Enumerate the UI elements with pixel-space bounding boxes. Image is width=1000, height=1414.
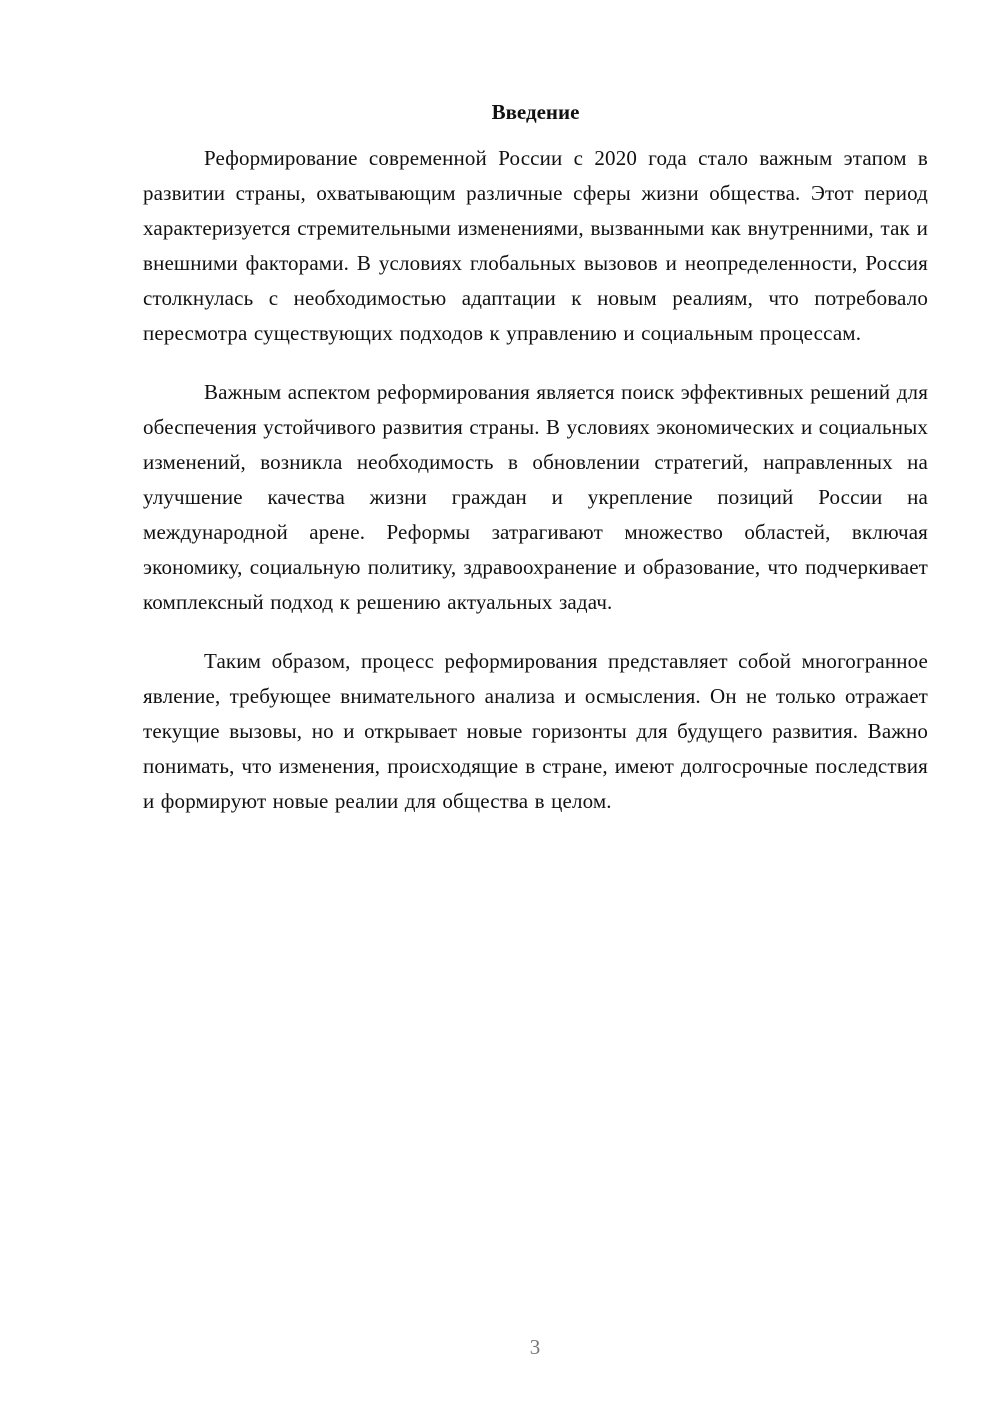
- paragraph-1: Реформирование современной России с 2020 года стало важным этапом в развитии страны, охватывающим различные сферы жизни общества. Этот период характеризуется стремительными изменениями, вызванными как внутренними, так и внешними факторами. В условиях глобальных вызовов и неопределенности, Россия столкнулась с необходимостью адаптации к новым реалиям, что потребовало пересмотра существующих подходов к управлению и социальным процессам.: [143, 146, 928, 345]
- paragraph-3: Таким образом, процесс реформирования представляет собой многогранное явление, требующее внимательного анализа и осмысления. Он не только отражает текущие вызовы, но и открывает новые горизонты для будущего развития. Важно понимать, что изменения, происходящие в стране, имеют долгосрочные последствия и формируют новые реалии для общества в целом.: [143, 649, 928, 813]
- section-heading: Введение: [491, 100, 580, 124]
- page-number: 3: [529, 1335, 541, 1359]
- paragraph-2: Важным аспектом реформирования является поиск эффективных решений для обеспечения устойчивого развития страны. В условиях экономических и социальных изменений, возникла необходимость в обновлении стратегий, направленных на улучшение качества жизни граждан и укрепление позиций России на международной арене. Реформы затрагивают множество областей, включая экономику, социальную политику, здравоохранение и образование, что подчеркивает комплексный подход к решению актуальных задач.: [143, 380, 928, 614]
- page-content: [143, 97, 928, 819]
